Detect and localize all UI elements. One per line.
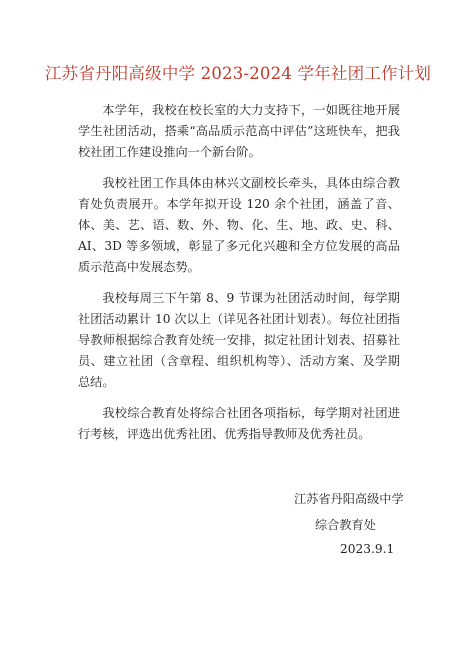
- paragraph-schedule: 我校每周三下午第 8、9 节课为社团活动时间，每学期社团活动累计 10 次以上（详见各社团计划表）。每位社团指导教师根据综合教育处统一安排，拟定社团计划表、招募社员、建立社团（含章程、组织机构等）、活动方案、及学期总结。: [78, 291, 400, 389]
- document-title: 江苏省丹阳高级中学 2023-2024 学年社团工作计划: [44, 64, 432, 83]
- paragraph-evaluation: 我校综合教育处将综合社团各项指标，每学期对社团进行考核，评选出优秀社团、优秀指导教师及优秀社员。: [78, 406, 400, 441]
- paragraph-intro: 本学年，我校在校长室的大力支持下，一如既往地开展学生社团活动，搭乘“高品质示范高中评估”这班快车，把我校社团工作建设推向一个新台阶。: [78, 103, 400, 159]
- signature-department: 综合教育处: [315, 518, 376, 532]
- signature-date: 2023.9.1: [340, 542, 395, 556]
- document-body: [78, 100, 400, 455]
- signature-organization: 江苏省丹阳高级中学: [294, 492, 404, 506]
- paragraph-organization: 我校社团工作具体由林兴文副校长牵头，具体由综合教育处负责展开。本学年拟开设 120 余个社团，涵盖了音、体、美、艺、语、数、外、物、化、生、地、政、史、科、AI、3D 等多领域，彰显了多元化兴趣和全方位发展的高品质示范高中发展态势。: [78, 176, 400, 274]
